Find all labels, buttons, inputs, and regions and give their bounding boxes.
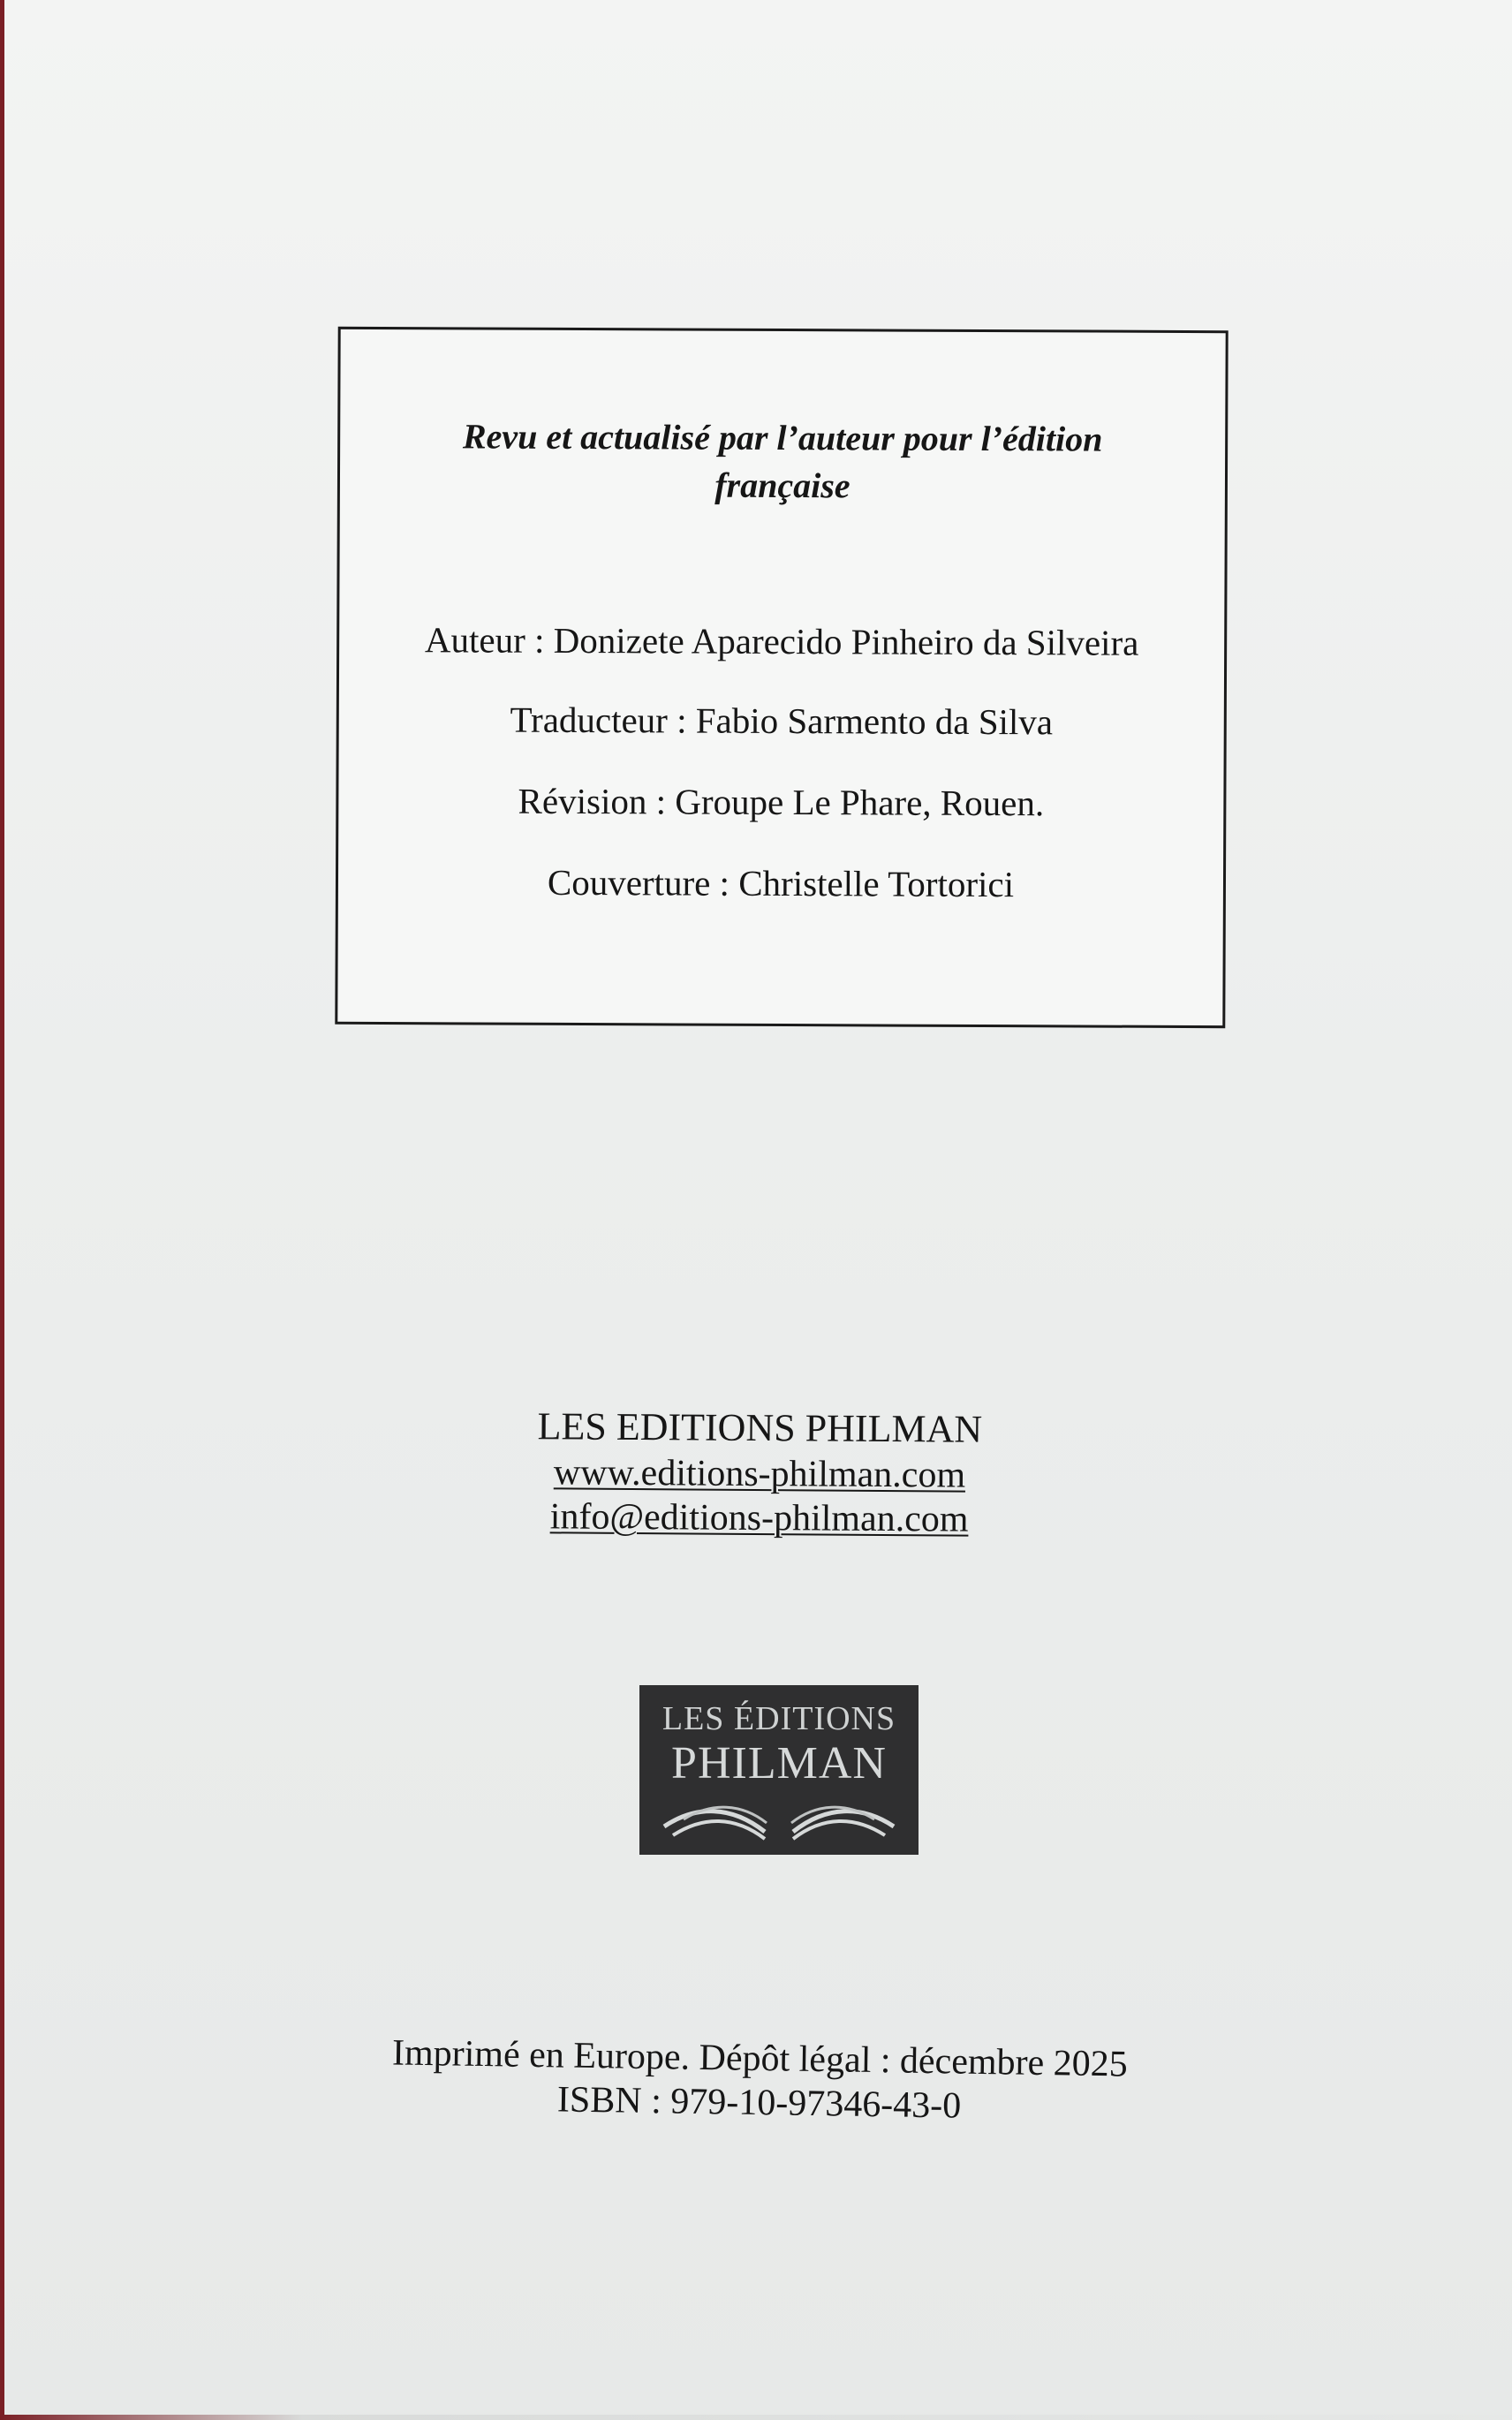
imprint-block — [335, 2030, 1183, 2131]
publisher-email-link[interactable]: info@editions-philman.com — [549, 1496, 969, 1540]
logo-text-top: LES ÉDITIONS — [662, 1700, 896, 1737]
publisher-logo — [639, 1685, 919, 1855]
translator-credit: Traducteur : Fabio Sarmento da Silva — [510, 699, 1054, 743]
credits-box — [335, 327, 1228, 1028]
publisher-block — [494, 1403, 1024, 1542]
edition-note: Revu et actualisé par l’auteur pour l’édition française — [462, 416, 1103, 506]
page-edge-left — [0, 0, 4, 2420]
page-edge-bottom — [0, 2415, 1512, 2420]
publisher-name: LES EDITIONS PHILMAN — [537, 1404, 983, 1451]
publisher-website-link[interactable]: www.editions-philman.com — [553, 1452, 966, 1496]
waves-icon — [661, 1796, 897, 1844]
legal-deposit: Imprimé en Europe. Dépôt légal : décembre 2025 — [391, 2032, 1129, 2085]
author-credit: Auteur : Donizete Aparecido Pinheiro da Silveira — [424, 619, 1139, 663]
cover-credit: Couverture : Christelle Tortorici — [547, 861, 1015, 905]
isbn: ISBN : 979-10-97346-43-0 — [556, 2079, 962, 2127]
revision-credit: Révision : Groupe Le Phare, Rouen. — [518, 780, 1045, 824]
logo-text-main: PHILMAN — [671, 1738, 887, 1789]
